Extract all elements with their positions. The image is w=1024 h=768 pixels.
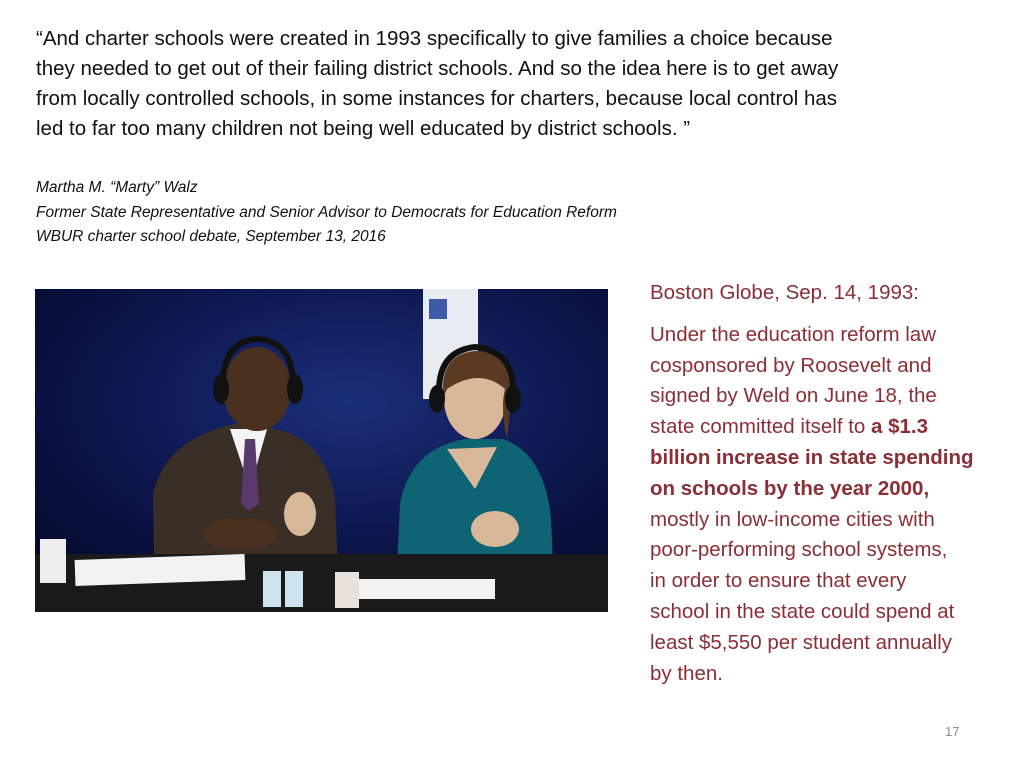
excerpt-line: by then. xyxy=(650,661,723,685)
quote-block xyxy=(36,24,976,144)
excerpt-bold-text: on schools by the year 2000, xyxy=(650,476,930,500)
excerpt-line xyxy=(650,412,1010,443)
excerpt-line xyxy=(650,474,1010,505)
quote-line: they needed to get out of their failing district schools. And so the idea here is to get away xyxy=(36,57,839,80)
event-citation: WBUR charter school debate, September 13, 2016 xyxy=(36,228,386,245)
page-number: 17 xyxy=(945,724,960,739)
excerpt-line: Under the education reform law xyxy=(650,322,937,346)
excerpt-line: mostly in low-income cities with xyxy=(650,507,935,531)
excerpt-body xyxy=(650,320,1010,690)
excerpt-line: poor-performing school systems, xyxy=(650,538,948,562)
excerpt-bold-text: billion increase in state spending xyxy=(650,445,974,469)
excerpt-line: cosponsored by Roosevelt and xyxy=(650,353,932,377)
debate-photo xyxy=(35,289,608,612)
quote-line: “And charter schools were created in 1993 specifically to give families a choice because xyxy=(36,27,833,50)
excerpt-line: least $5,550 per student annually xyxy=(650,630,953,654)
attribution xyxy=(36,176,796,250)
excerpt-line-text: state committed itself to xyxy=(650,415,872,439)
speaker-name: Martha M. “Marty” Walz xyxy=(36,179,198,196)
debate-photo-illustration xyxy=(35,289,608,612)
excerpt-bold-text: a $1.3 xyxy=(871,415,929,439)
quote-line: from locally controlled schools, in some instances for charters, because local control has xyxy=(36,87,838,110)
speaker-role: Former State Representative and Senior Advisor to Democrats for Education Reform xyxy=(36,203,617,221)
excerpt-line: in order to ensure that every xyxy=(650,569,907,593)
excerpt-line xyxy=(650,443,1010,474)
excerpt-line: signed by Weld on June 18, the xyxy=(650,384,937,408)
excerpt-source: Boston Globe, Sep. 14, 1993: xyxy=(650,281,919,304)
excerpt-line: school in the state could spend at xyxy=(650,599,955,623)
boston-globe-excerpt xyxy=(650,278,1010,689)
quote-line: led to far too many children not being well educated by district schools. ” xyxy=(36,117,691,140)
